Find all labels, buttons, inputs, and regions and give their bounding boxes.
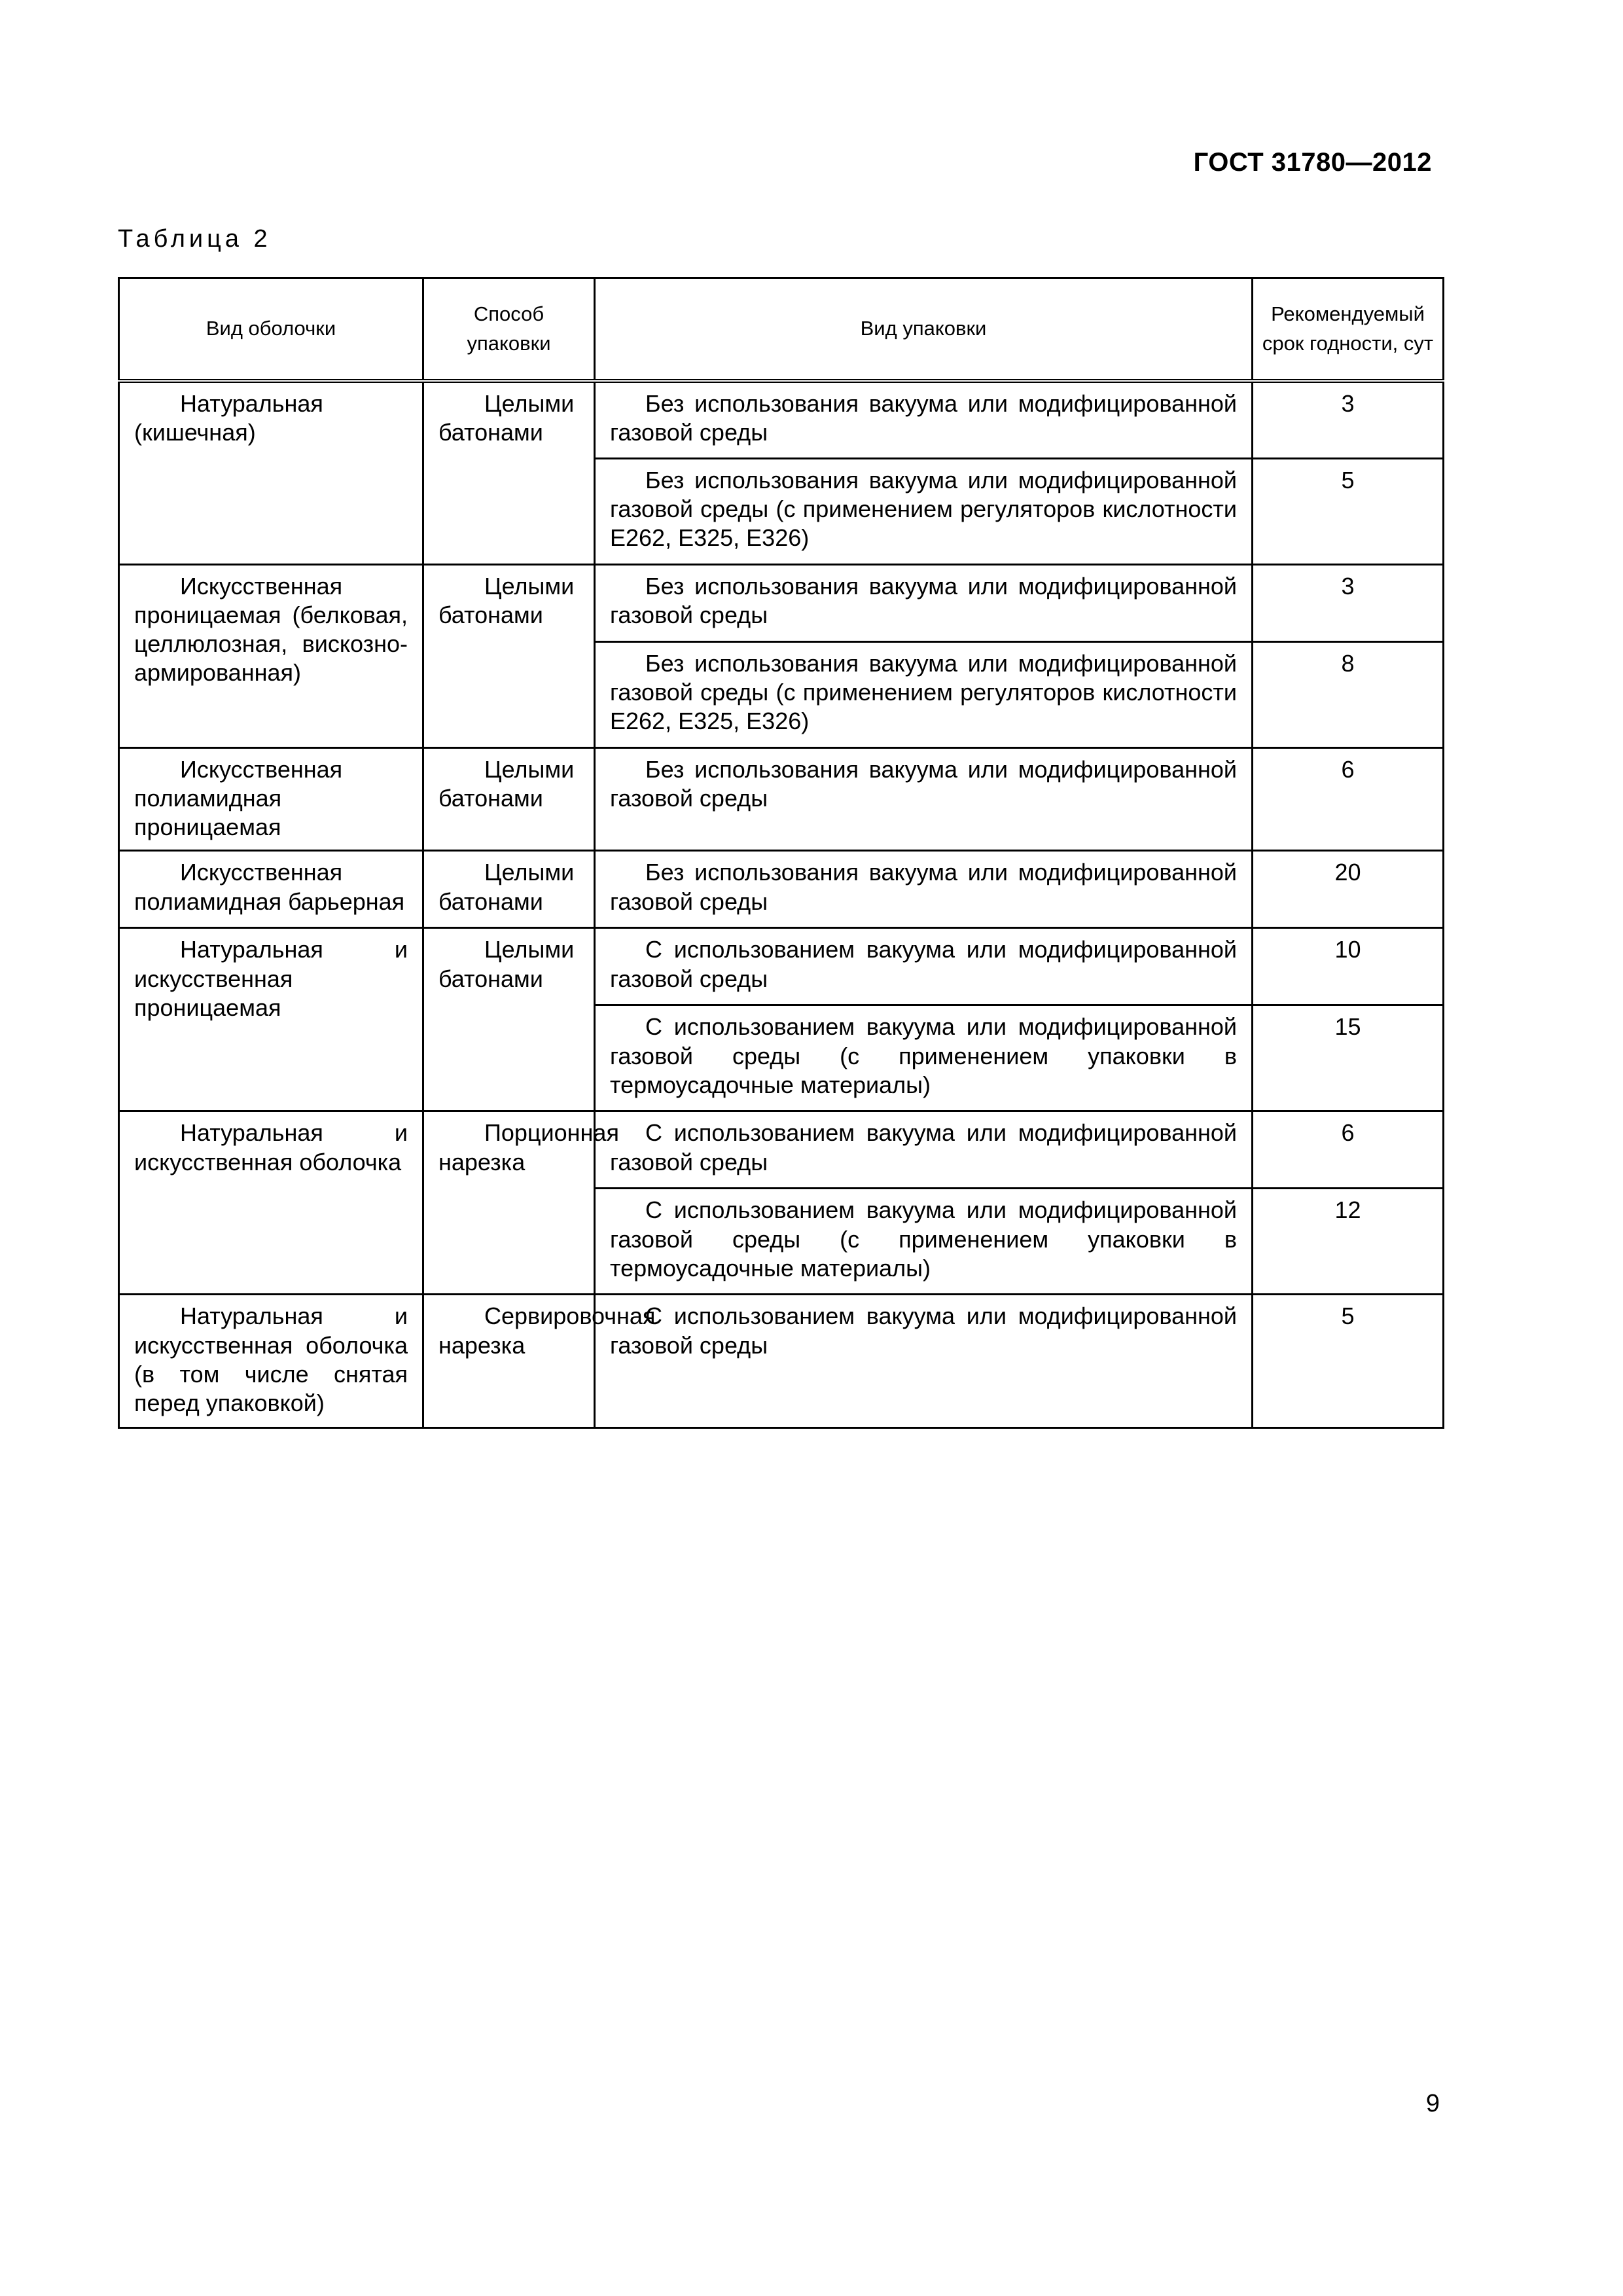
table-header-row bbox=[119, 278, 1444, 382]
packaging-cell: С использованием вакуума или модифицированной газовой среды (с применением упаковки в термоусадочные материалы) bbox=[595, 1005, 1253, 1111]
shelf-life-cell: 10 bbox=[1253, 928, 1444, 1005]
shelf-life-cell: 6 bbox=[1253, 1111, 1444, 1189]
method-cell bbox=[423, 851, 595, 928]
method-text: Целыми батонами bbox=[438, 936, 575, 992]
table-row bbox=[119, 564, 1444, 641]
shelf-life-cell: 5 bbox=[1253, 1295, 1444, 1428]
method-text: Порционная нарезка bbox=[438, 1119, 619, 1175]
packaging-cell: Без использования вакуума или модифицированной газовой среды bbox=[595, 564, 1253, 641]
casing-cell: Натуральная и искусственная проницаемая bbox=[119, 928, 423, 1111]
casing-cell: Натуральная (кишечная) bbox=[119, 381, 423, 564]
shelf-life-cell: 8 bbox=[1253, 641, 1444, 747]
packaging-cell: Без использования вакуума или модифицированной газовой среды bbox=[595, 851, 1253, 928]
shelf-life-cell: 5 bbox=[1253, 458, 1444, 564]
table-row bbox=[119, 381, 1444, 458]
table-row bbox=[119, 928, 1444, 1005]
column-header-method: Способ упаковки bbox=[423, 278, 595, 382]
casing-cell: Искусственная полиамидная проницаемая bbox=[119, 747, 423, 851]
method-text: Сервировочная нарезка bbox=[438, 1302, 656, 1359]
method-text: Целыми батонами bbox=[438, 390, 575, 446]
page-number: 9 bbox=[1425, 2090, 1440, 2117]
method-text: Целыми батонами bbox=[438, 755, 575, 812]
shelf-life-cell: 20 bbox=[1253, 851, 1444, 928]
method-cell bbox=[423, 928, 595, 1111]
method-text: Целыми батонами bbox=[438, 859, 575, 915]
packaging-cell: С использованием вакуума или модифицированной газовой среды (с применением упаковки в термоусадочные материалы) bbox=[595, 1189, 1253, 1295]
shelf-life-cell: 12 bbox=[1253, 1189, 1444, 1295]
shelf-life-cell: 15 bbox=[1253, 1005, 1444, 1111]
table-row bbox=[119, 747, 1444, 851]
method-cell bbox=[423, 1295, 656, 1428]
packaging-cell: С использованием вакуума или модифицированной газовой среды bbox=[595, 1295, 1253, 1428]
method-cell bbox=[423, 564, 595, 747]
method-cell bbox=[423, 381, 595, 564]
packaging-cell: С использованием вакуума или модифицированной газовой среды bbox=[595, 928, 1253, 1005]
packaging-cell: Без использования вакуума или модифицированной газовой среды bbox=[595, 747, 1253, 851]
packaging-cell: Без использования вакуума или модифицированной газовой среды bbox=[595, 381, 1253, 458]
method-cell bbox=[423, 1111, 619, 1295]
shelf-life-cell: 3 bbox=[1253, 381, 1444, 458]
column-header-packaging: Вид упаковки bbox=[595, 278, 1253, 382]
table-caption: Таблица 2 bbox=[118, 225, 272, 253]
column-header-shelf-life: Рекомендуемый срок годности, сут bbox=[1253, 278, 1444, 382]
casing-cell: Натуральная и искусственная оболочка bbox=[119, 1111, 423, 1295]
packaging-cell: Без использования вакуума или модифицированной газовой среды (с применением регуляторов кислотности Е262, Е325, Е326) bbox=[595, 458, 1253, 564]
table-row bbox=[119, 851, 1444, 928]
column-header-casing: Вид оболочки bbox=[119, 278, 423, 382]
document-code: ГОСТ 31780—2012 bbox=[1193, 148, 1432, 177]
method-text: Целыми батонами bbox=[438, 572, 575, 628]
shelf-life-table bbox=[118, 277, 1444, 1429]
packaging-cell: Без использования вакуума или модифицированной газовой среды (с применением регуляторов кислотности Е262, Е325, Е326) bbox=[595, 641, 1253, 747]
casing-cell: Искусственная полиамидная барьерная bbox=[119, 851, 423, 928]
packaging-cell: С использованием вакуума или модифицированной газовой среды bbox=[595, 1111, 1253, 1189]
table-row bbox=[119, 1295, 1444, 1428]
shelf-life-cell: 6 bbox=[1253, 747, 1444, 851]
casing-cell: Натуральная и искусственная оболочка (в том числе снятая перед упаковкой) bbox=[119, 1295, 423, 1428]
shelf-life-cell: 3 bbox=[1253, 564, 1444, 641]
method-cell bbox=[423, 747, 595, 851]
table-row bbox=[119, 1111, 1444, 1189]
casing-cell: Искусственная проницаемая (белковая, целлюлозная, вискозно-армированная) bbox=[119, 564, 423, 747]
